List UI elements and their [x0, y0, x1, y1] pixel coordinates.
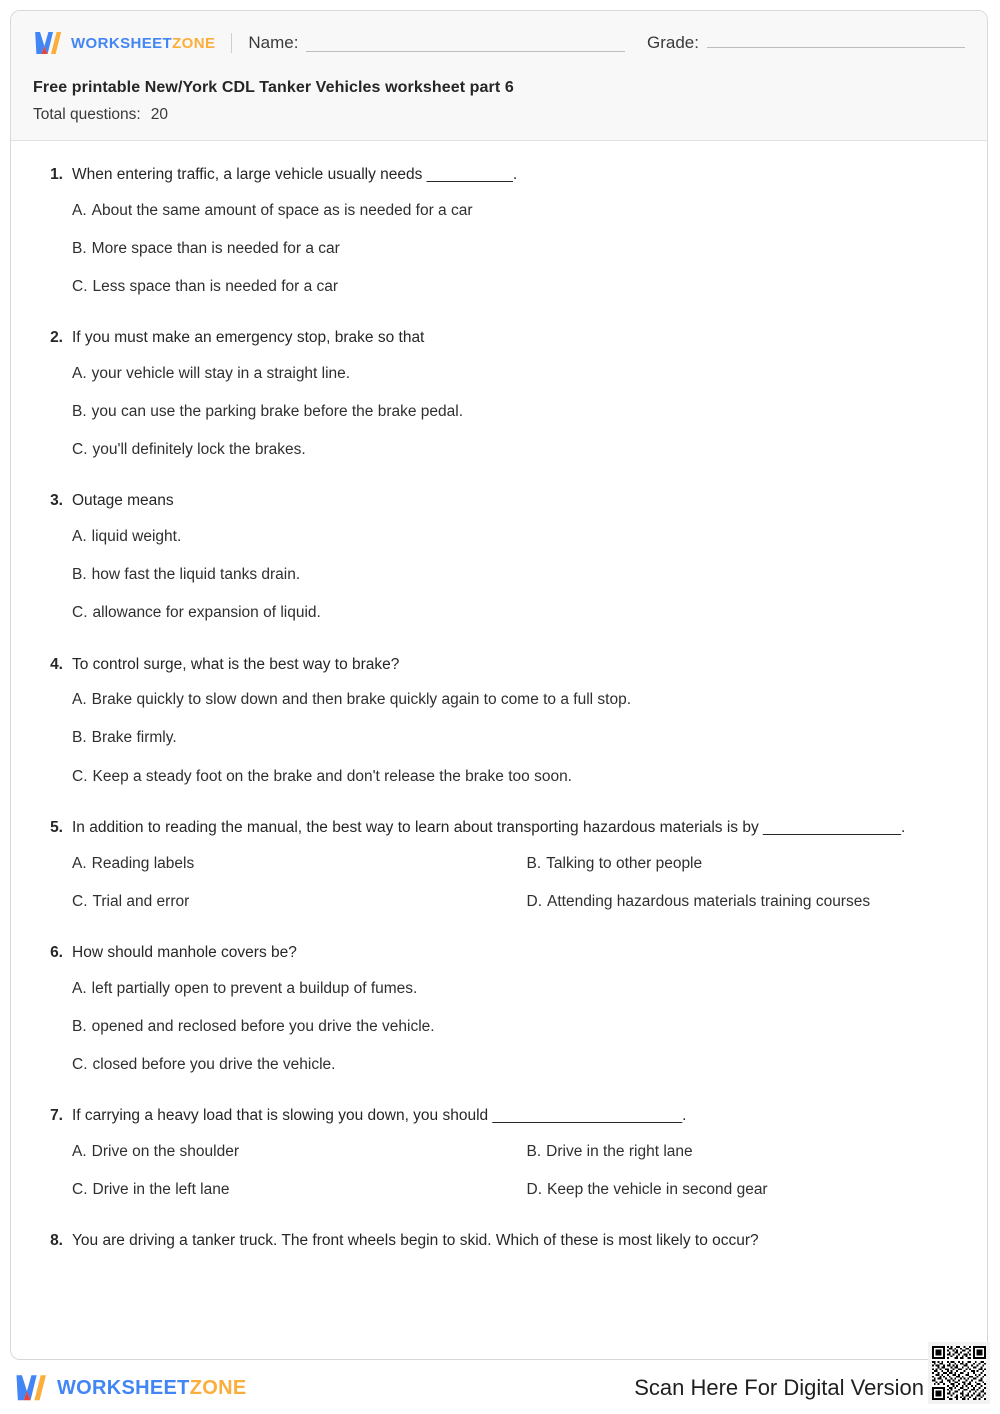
answer-option[interactable] [72, 192, 473, 230]
qr-code-icon[interactable] [928, 1342, 990, 1404]
question-heading [37, 491, 961, 512]
option-text: Drive on the shoulder [91, 1142, 239, 1160]
option-letter: A. [72, 364, 87, 382]
worksheet-card [10, 10, 988, 1360]
question-number: 8. [50, 1232, 63, 1250]
footer-brand [14, 1373, 246, 1403]
answer-option[interactable] [72, 1171, 517, 1209]
question-item [37, 1106, 961, 1209]
option-row [72, 1171, 961, 1209]
option-row [72, 1046, 961, 1084]
answer-option[interactable] [72, 230, 340, 268]
grade-label: Grade: [647, 33, 699, 52]
option-row [72, 1008, 961, 1046]
answer-option[interactable] [72, 268, 338, 306]
grade-input-line[interactable] [707, 47, 965, 48]
question-text: When entering traffic, a large vehicle usually needs __________. [72, 166, 518, 183]
question-heading [37, 818, 961, 839]
answer-option[interactable] [517, 883, 962, 921]
answer-option[interactable] [517, 845, 962, 883]
name-label: Name: [248, 33, 299, 52]
question-text: If you must make an emergency stop, brake so that [72, 329, 425, 347]
option-letter: B. [72, 403, 87, 421]
worksheetzone-logo-icon [14, 1373, 48, 1403]
option-letter: C. [72, 441, 88, 459]
answer-option[interactable] [517, 1133, 962, 1171]
total-questions-value: 20 [150, 106, 168, 123]
option-text: closed before you drive the vehicle. [92, 1055, 336, 1073]
footer-brand-zone-text: ZONE [189, 1376, 247, 1399]
option-group [37, 518, 961, 632]
brand-zone-text: ZONE [172, 34, 216, 52]
option-text: your vehicle will stay in a straight line. [91, 364, 351, 382]
answer-option[interactable] [72, 1008, 435, 1046]
answer-option[interactable] [72, 719, 177, 757]
question-number: 3. [50, 492, 63, 510]
answer-option[interactable] [72, 393, 463, 431]
option-text: how fast the liquid tanks drain. [91, 566, 301, 584]
question-text: To control surge, what is the best way to brake? [72, 655, 400, 673]
option-letter: A. [72, 1142, 87, 1160]
option-group [37, 681, 961, 795]
answer-option[interactable] [72, 758, 572, 796]
option-letter: B. [72, 566, 87, 584]
footer-brand-wordmark [57, 1377, 246, 1400]
option-text: Trial and error [92, 892, 190, 910]
questions-list [11, 141, 987, 1284]
answer-option[interactable] [72, 518, 181, 556]
option-row [72, 431, 961, 469]
option-row [72, 883, 961, 921]
question-heading [37, 655, 961, 676]
option-letter: B. [526, 854, 542, 872]
option-group [37, 192, 961, 306]
option-text: liquid weight. [91, 528, 182, 546]
option-letter: A. [72, 528, 87, 546]
option-row [72, 681, 961, 719]
option-letter: C. [72, 1180, 88, 1198]
option-letter: A. [72, 854, 87, 872]
question-text: If carrying a heavy load that is slowing you down, you should ______________________. [72, 1106, 687, 1124]
question-number: 5. [50, 818, 63, 836]
option-row [72, 393, 961, 431]
header-divider [231, 33, 232, 53]
answer-option[interactable] [72, 1046, 335, 1084]
option-text: Brake quickly to slow down and then brake quickly again to come to a full stop. [91, 691, 632, 709]
name-input-line[interactable] [306, 51, 625, 52]
question-heading [37, 165, 961, 186]
option-text: Less space than is needed for a car [92, 278, 339, 296]
option-row [72, 845, 961, 883]
footer-brand-worksheet-text: WORKSHEET [57, 1376, 190, 1399]
option-text: left partially open to prevent a buildup of fumes. [91, 979, 418, 997]
question-number: 4. [50, 655, 63, 673]
total-questions-row [33, 106, 965, 124]
worksheetzone-logo-icon [33, 30, 63, 56]
option-row [72, 1133, 961, 1171]
option-text: you can use the parking brake before the brake pedal. [91, 403, 464, 421]
question-item [37, 165, 961, 306]
option-text: Attending hazardous materials training courses [547, 892, 871, 910]
option-group [37, 355, 961, 469]
option-row [72, 518, 961, 556]
answer-option[interactable] [72, 355, 350, 393]
worksheet-header [11, 11, 987, 141]
option-text: you'll definitely lock the brakes. [92, 441, 306, 459]
question-number: 7. [50, 1106, 63, 1124]
option-row [72, 719, 961, 757]
option-row [72, 268, 961, 306]
option-text: Drive in the left lane [92, 1180, 230, 1198]
option-row [72, 192, 961, 230]
option-row [72, 556, 961, 594]
option-text: Brake firmly. [91, 729, 177, 747]
identity-row [33, 29, 965, 57]
question-heading [37, 1106, 961, 1127]
option-text: Drive in the right lane [546, 1142, 693, 1160]
answer-option[interactable] [72, 1133, 517, 1171]
option-letter: D. [526, 1180, 542, 1198]
option-letter: A. [72, 691, 87, 709]
option-row [72, 758, 961, 796]
option-row [72, 970, 961, 1008]
question-item [37, 818, 961, 921]
answer-option[interactable] [72, 970, 417, 1008]
answer-option[interactable] [72, 845, 517, 883]
answer-option[interactable] [72, 681, 631, 719]
question-heading [37, 328, 961, 349]
worksheet-title: Free printable New/York CDL Tanker Vehicles worksheet part 6 [33, 79, 514, 96]
option-row [72, 594, 961, 632]
question-item [37, 943, 961, 1084]
question-item [37, 491, 961, 632]
option-text: Keep a steady foot on the brake and don't release the brake too soon. [92, 767, 572, 785]
option-text: allowance for expansion of liquid. [92, 604, 321, 622]
question-text: In addition to reading the manual, the best way to learn about transporting hazardous materials is by ________________. [72, 818, 906, 836]
option-letter: C. [72, 278, 88, 296]
question-item [37, 655, 961, 796]
answer-option[interactable] [72, 594, 321, 632]
option-letter: C. [72, 604, 88, 622]
option-letter: C. [72, 1055, 88, 1073]
option-text: Reading labels [91, 854, 195, 872]
brand-worksheet-text: WORKSHEET [71, 34, 173, 52]
option-letter: A. [72, 201, 87, 219]
option-text: Talking to other people [546, 854, 703, 872]
question-item [37, 328, 961, 469]
option-text: Keep the vehicle in second gear [547, 1180, 768, 1198]
question-text: You are driving a tanker truck. The front wheels begin to skid. Which of these is most likely to occur? [72, 1232, 759, 1250]
answer-option[interactable] [517, 1171, 962, 1209]
question-heading [37, 943, 961, 964]
option-group [37, 845, 961, 921]
page-footer [0, 1362, 1000, 1414]
question-text: How should manhole covers be? [72, 943, 297, 961]
option-letter: B. [72, 239, 87, 257]
option-text: More space than is needed for a car [91, 239, 340, 257]
option-text: opened and reclosed before you drive the vehicle. [91, 1017, 435, 1035]
total-questions-label: Total questions: [33, 106, 141, 123]
answer-option[interactable] [72, 556, 300, 594]
option-group [37, 1133, 961, 1209]
option-letter: B. [526, 1142, 542, 1160]
option-letter: C. [72, 767, 88, 785]
option-letter: C. [72, 892, 88, 910]
option-text: About the same amount of space as is needed for a car [91, 201, 473, 219]
question-text: Outage means [72, 492, 174, 510]
answer-option[interactable] [72, 431, 306, 469]
grade-field [647, 33, 965, 53]
brand-wordmark [71, 35, 215, 52]
option-group [37, 970, 961, 1084]
question-number: 6. [50, 943, 63, 961]
question-heading [37, 1231, 961, 1252]
option-row [72, 230, 961, 268]
option-letter: B. [72, 1017, 87, 1035]
question-number: 1. [50, 166, 63, 183]
option-letter: D. [526, 892, 542, 910]
option-letter: A. [72, 979, 87, 997]
option-letter: B. [72, 729, 87, 747]
question-number: 2. [50, 329, 63, 347]
answer-option[interactable] [72, 883, 517, 921]
scan-here-text: Scan Here For Digital Version [634, 1375, 924, 1400]
question-item [37, 1231, 961, 1252]
option-row [72, 355, 961, 393]
